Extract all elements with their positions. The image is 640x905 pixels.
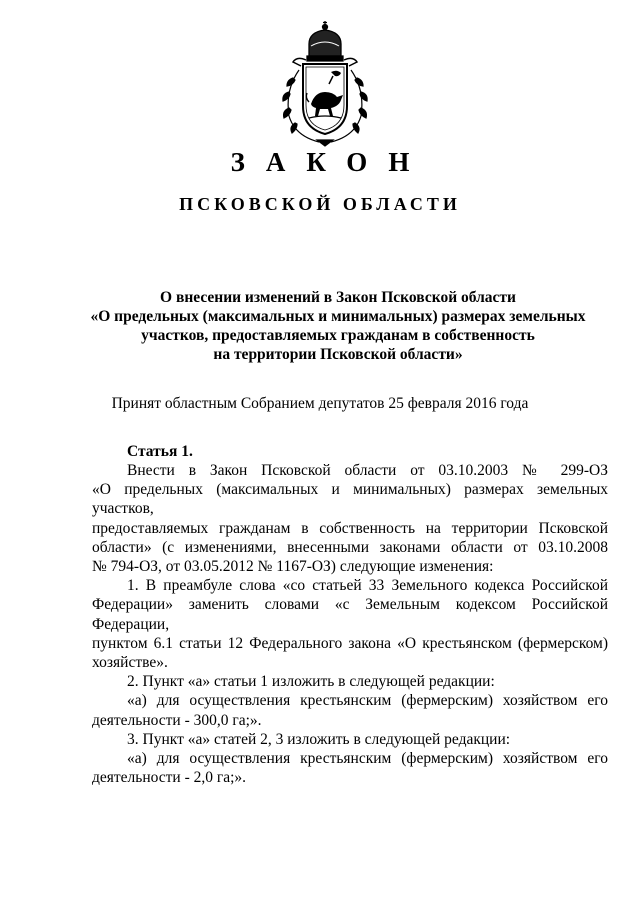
body-line: деятельности - 300,0 га;». [92,711,262,729]
law-title: ЗАКОН [230,147,431,177]
heading-line: на территории Псковской области» [213,346,463,363]
document-heading [88,288,588,364]
adoption-statement: Принят областным Собранием депутатов 25 февраля 2016 года [111,395,529,412]
article-body [92,461,608,787]
body-line: 3. Пункт «а» статей 2, 3 изложить в следующей редакции: [127,730,511,748]
law-subtitle: ПСКОВСКОЙ ОБЛАСТИ [179,194,461,214]
pskov-coat-of-arms-icon [279,20,371,148]
body-line: Внести в Закон Псковской области от 03.10.2003 № 299-ОЗ [127,462,608,479]
heading-line: О внесении изменений в Закон Псковской области [160,289,516,306]
body-line: 1. В преамбуле слова «со статьей 33 Земельного кодекса Российской [127,577,608,595]
body-line: деятельности - 2,0 га;». [92,769,247,787]
body-line: области» (с изменениями, внесенными законами области от 03.10.2008 [92,538,608,556]
body-line: № 794-ОЗ, от 03.05.2012 № 1167-ОЗ) следующие изменения: [92,558,494,576]
body-line: предоставляемых гражданам в собственность на территории Псковской [92,519,608,537]
body-line: хозяйстве». [92,654,168,672]
heading-line: «О предельных (максимальных и минимальных) размерах земельных [90,308,586,325]
body-line: пунктом 6.1 статьи 12 Федерального закона «О крестьянском (фермерском) [92,634,608,652]
body-line: Федерации» заменить словами «с Земельным кодексом Российской Федерации, [92,596,608,633]
article-title: Статья 1. [127,443,193,460]
heading-line: участков, предоставляемых гражданам в собственность [141,327,535,344]
body-line: 2. Пункт «а» статьи 1 изложить в следующей редакции: [127,673,495,691]
body-line: «а) для осуществления крестьянским (фермерским) хозяйством его [127,750,608,768]
body-line: «а) для осуществления крестьянским (фермерским) хозяйством его [127,692,608,710]
body-line: «О предельных (максимальных и минимальных) размерах земельных участков, [92,481,608,518]
